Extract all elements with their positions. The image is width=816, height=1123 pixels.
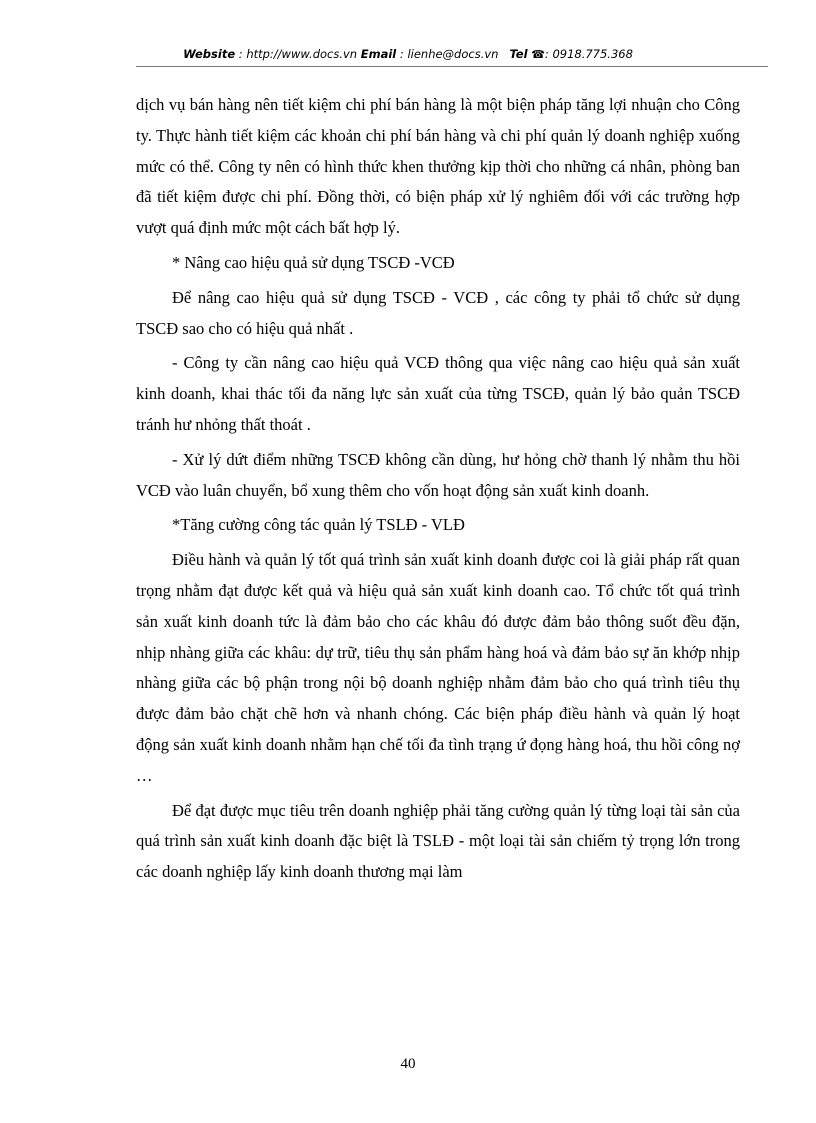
paragraph-6: Để đạt được mục tiêu trên doanh nghiệp phải tăng cường quản lý từng loại tài sản của quá trình sản xuất kinh doanh đặc biệt là TSLĐ - một loại tài sản chiếm tỷ trọng lớn trong các doanh nghiệp lấy kinh doanh thương mại làm: [136, 800, 740, 882]
tel-separator: :: [544, 47, 553, 61]
tel-label: Tel: [509, 47, 528, 61]
paragraph-3: - Công ty cần nâng cao hiệu quả VCĐ thông qua việc nâng cao hiệu quả sản xuất kinh doanh, khai thác tối đa năng lực sản xuất của từng TSCĐ, quản lý bảo quản TSCĐ tránh hư nhỏng thất thoát .: [136, 353, 740, 434]
header-divider: [136, 66, 768, 67]
email-separator: :: [396, 47, 408, 61]
paragraph-5: Điều hành và quản lý tốt quá trình sản xuất kinh doanh được coi là giải pháp rất quan trọng nhằm đạt được kết quả và hiệu quả sản xuất kinh doanh cao. Tổ chức tốt quá trình sản xuất kinh doanh tức là đảm bảo cho các khâu đó được đảm bảo thông suốt đều đặn, nhịp nhàng giữa các khâu: dự trữ, tiêu thụ sản phẩm hàng hoá và đảm bảo sự ăn khớp nhịp nhàng giữa các bộ phận trong nội bộ doanh nghiệp nhằm đảm bảo cho quá trình tiêu thụ được đảm bảo chặt chẽ hơn và nhanh chóng. Các biện pháp điều hành và quản lý hoạt động sản xuất kinh doanh nhằm hạn chế tối đa tình trạng ứ đọng hàng hoá, thu hồi công nợ …: [136, 550, 740, 785]
paragraph-1: dịch vụ bán hàng nên tiết kiệm chi phí bán hàng là một biện pháp tăng lợi nhuận cho Công ty. Thực hành tiết kiệm các khoản chi phí bán hàng và chi phí quản lý doanh nghiệp xuống mức có thể. Công ty nên có hình thức khen thưởng kịp thời cho những cá nhân, phòng ban đã tiết kiệm được chi phí. Đồng thời, có biện pháp xử lý nghiêm đối với các trường hợp vượt quá định mức một cách bất hợp lý.: [136, 95, 740, 238]
website-label: Website: [183, 47, 236, 61]
email-address[interactable]: lienhe@docs.vn: [407, 47, 499, 61]
tel-number: 0918.775.368: [552, 47, 633, 61]
phone-icon: ☎: [531, 48, 545, 61]
section-heading-tscd: * Nâng cao hiệu quả sử dụng TSCĐ -VCĐ: [172, 252, 455, 272]
section-heading-tsld: *Tăng cường công tác quản lý TSLĐ - VLĐ: [172, 515, 465, 535]
document-body: [136, 90, 740, 892]
paragraph-2: Để nâng cao hiệu quả sử dụng TSCĐ - VCĐ , các công ty phải tổ chức sử dụng TSCĐ sao cho có hiệu quả nhất .: [136, 287, 740, 338]
page-header: [0, 47, 816, 61]
page-number: 40: [400, 1056, 416, 1072]
website-separator: :: [235, 47, 247, 61]
email-label: Email: [360, 47, 397, 61]
paragraph-4: - Xử lý dứt điểm những TSCĐ không cần dùng, hư hỏng chờ thanh lý nhằm thu hồi VCĐ vào luân chuyển, bổ xung thêm cho vốn hoạt động sản xuất kinh doanh.: [136, 449, 740, 500]
website-url[interactable]: http://www.docs.vn: [246, 47, 358, 61]
